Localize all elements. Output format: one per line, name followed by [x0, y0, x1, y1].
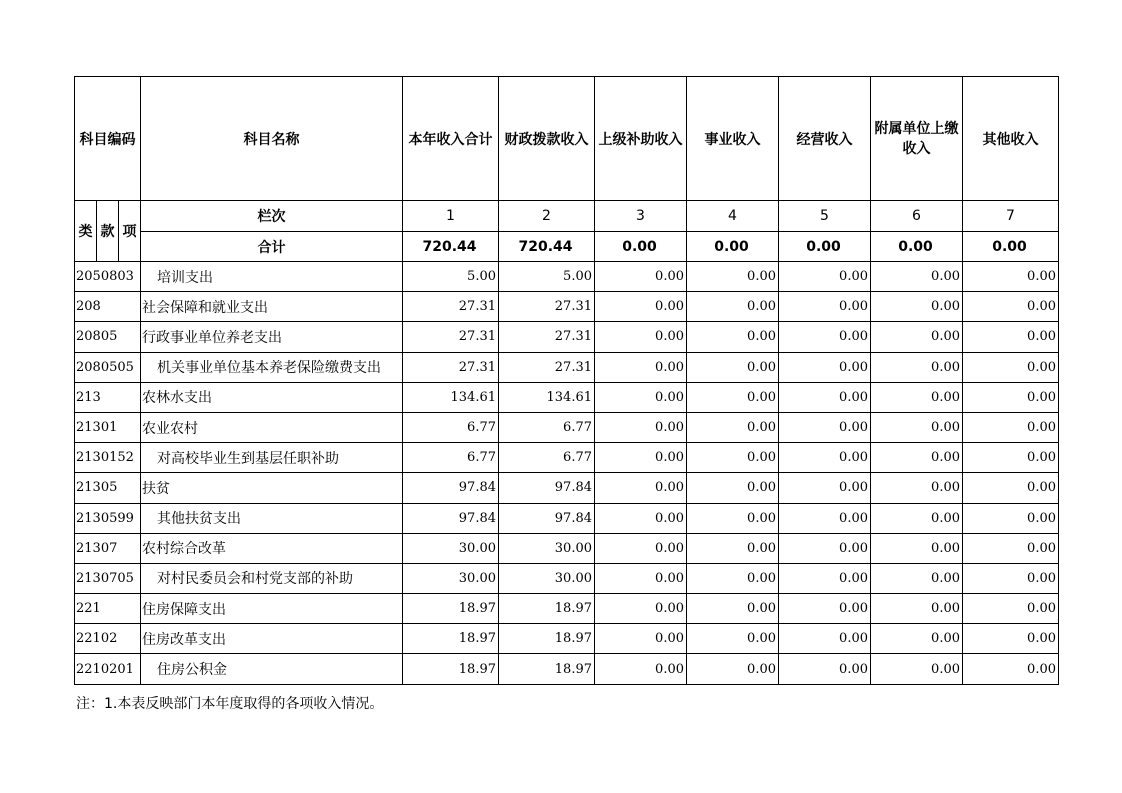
- row-name: 对村民委员会和村党支部的补助: [141, 563, 403, 593]
- row-value: 0.00: [963, 292, 1059, 322]
- table-row: [75, 624, 1059, 654]
- row-name: 住房改革支出: [141, 624, 403, 654]
- row-value: 0.00: [595, 443, 687, 473]
- row-value: 27.31: [403, 322, 499, 352]
- row-name: 培训支出: [141, 262, 403, 292]
- row-value: 30.00: [403, 563, 499, 593]
- header-superior: 上级补助收入: [595, 77, 687, 201]
- row-value: 18.97: [499, 624, 595, 654]
- table-row: [75, 262, 1059, 292]
- row-value: 0.00: [963, 382, 1059, 412]
- row-value: 0.00: [963, 322, 1059, 352]
- row-value: 0.00: [779, 503, 871, 533]
- row-value: 0.00: [963, 473, 1059, 503]
- row-value: 5.00: [499, 262, 595, 292]
- row-value: 134.61: [499, 382, 595, 412]
- row-value: 0.00: [963, 262, 1059, 292]
- header-code: 科目编码: [75, 77, 141, 201]
- row-value: 0.00: [687, 624, 779, 654]
- row-name: 对高校毕业生到基层任职补助: [141, 443, 403, 473]
- row-value: 0.00: [595, 352, 687, 382]
- table-row: [75, 382, 1059, 412]
- row-value: 0.00: [871, 292, 963, 322]
- header-name: 科目名称: [141, 77, 403, 201]
- table-row: [75, 443, 1059, 473]
- row-value: 0.00: [871, 563, 963, 593]
- row-name: 农村综合改革: [141, 533, 403, 563]
- col-num: 3: [595, 201, 687, 232]
- total-value: 720.44: [403, 232, 499, 262]
- row-value: 30.00: [499, 563, 595, 593]
- total-value: 0.00: [687, 232, 779, 262]
- header-total: 本年收入合计: [403, 77, 499, 201]
- row-value: 0.00: [963, 443, 1059, 473]
- col-num: 1: [403, 201, 499, 232]
- row-name: 农林水支出: [141, 382, 403, 412]
- row-value: 0.00: [779, 352, 871, 382]
- row-code: 2130152: [75, 443, 141, 473]
- row-value: 0.00: [595, 322, 687, 352]
- row-code: 2130705: [75, 563, 141, 593]
- row-value: 0.00: [963, 412, 1059, 442]
- row-code: 221: [75, 594, 141, 624]
- row-value: 6.77: [403, 412, 499, 442]
- table-row: [75, 654, 1059, 684]
- row-value: 0.00: [963, 563, 1059, 593]
- row-value: 0.00: [595, 292, 687, 322]
- col-num: 5: [779, 201, 871, 232]
- row-value: 0.00: [687, 443, 779, 473]
- total-value: 0.00: [963, 232, 1059, 262]
- row-value: 0.00: [687, 322, 779, 352]
- row-value: 0.00: [871, 654, 963, 684]
- row-value: 0.00: [779, 654, 871, 684]
- total-value: 720.44: [499, 232, 595, 262]
- row-name: 住房公积金: [141, 654, 403, 684]
- row-value: 30.00: [499, 533, 595, 563]
- row-value: 18.97: [403, 654, 499, 684]
- row-value: 0.00: [595, 594, 687, 624]
- row-value: 0.00: [871, 443, 963, 473]
- row-value: 0.00: [871, 594, 963, 624]
- row-value: 0.00: [779, 533, 871, 563]
- row-name: 扶贫: [141, 473, 403, 503]
- header-business: 事业收入: [687, 77, 779, 201]
- row-value: 0.00: [687, 533, 779, 563]
- row-value: 0.00: [963, 533, 1059, 563]
- row-value: 0.00: [779, 382, 871, 412]
- col-num: 6: [871, 201, 963, 232]
- row-value: 27.31: [403, 292, 499, 322]
- row-code: 208: [75, 292, 141, 322]
- row-value: 0.00: [595, 654, 687, 684]
- row-value: 0.00: [687, 563, 779, 593]
- row-value: 27.31: [403, 352, 499, 382]
- row-value: 18.97: [499, 654, 595, 684]
- header-other: 其他收入: [963, 77, 1059, 201]
- row-value: 5.00: [403, 262, 499, 292]
- row-value: 0.00: [595, 503, 687, 533]
- row-value: 0.00: [687, 594, 779, 624]
- row-value: 0.00: [687, 473, 779, 503]
- row-value: 0.00: [779, 412, 871, 442]
- row-value: 97.84: [403, 473, 499, 503]
- footnote: 注：1.本表反映部门本年度取得的各项收入情况。: [76, 696, 384, 712]
- header-operating: 经营收入: [779, 77, 871, 201]
- row-value: 0.00: [779, 563, 871, 593]
- row-value: 0.00: [687, 412, 779, 442]
- row-value: 0.00: [595, 563, 687, 593]
- header-lei: 类: [75, 201, 97, 262]
- row-value: 0.00: [871, 322, 963, 352]
- header-fiscal: 财政拨款收入: [499, 77, 595, 201]
- row-value: 0.00: [871, 412, 963, 442]
- col-num: 2: [499, 201, 595, 232]
- row-value: 0.00: [963, 594, 1059, 624]
- row-value: 134.61: [403, 382, 499, 412]
- row-code: 2080505: [75, 352, 141, 382]
- row-value: 97.84: [499, 473, 595, 503]
- row-value: 0.00: [871, 503, 963, 533]
- row-value: 0.00: [871, 473, 963, 503]
- row-value: 0.00: [687, 292, 779, 322]
- row-code: 21307: [75, 533, 141, 563]
- total-value: 0.00: [871, 232, 963, 262]
- row-name: 机关事业单位基本养老保险缴费支出: [141, 352, 403, 382]
- table-row: [75, 503, 1059, 533]
- row-code: 21305: [75, 473, 141, 503]
- row-code: 213: [75, 382, 141, 412]
- row-value: 0.00: [779, 594, 871, 624]
- row-value: 0.00: [963, 503, 1059, 533]
- row-value: 30.00: [403, 533, 499, 563]
- row-value: 0.00: [871, 352, 963, 382]
- row-value: 6.77: [403, 443, 499, 473]
- row-code: 21301: [75, 412, 141, 442]
- row-code: 2210201: [75, 654, 141, 684]
- row-value: 0.00: [595, 473, 687, 503]
- total-value: 0.00: [779, 232, 871, 262]
- row-value: 0.00: [779, 262, 871, 292]
- table-row: [75, 473, 1059, 503]
- row-value: 0.00: [871, 624, 963, 654]
- row-code: 2050803: [75, 262, 141, 292]
- row-value: 0.00: [963, 624, 1059, 654]
- row-code: 20805: [75, 322, 141, 352]
- row-value: 0.00: [595, 624, 687, 654]
- data-rows: [75, 262, 1059, 685]
- row-value: 18.97: [403, 624, 499, 654]
- table-row: [75, 533, 1059, 563]
- row-value: 0.00: [687, 503, 779, 533]
- row-value: 0.00: [779, 322, 871, 352]
- table-row: [75, 412, 1059, 442]
- table-row: [75, 594, 1059, 624]
- row-value: 0.00: [595, 412, 687, 442]
- row-name: 农业农村: [141, 412, 403, 442]
- row-value: 0.00: [871, 262, 963, 292]
- row-name: 住房保障支出: [141, 594, 403, 624]
- header-affiliated: 附属单位上缴收入: [871, 77, 963, 201]
- row-value: 97.84: [403, 503, 499, 533]
- row-code: 2130599: [75, 503, 141, 533]
- row-value: 0.00: [595, 382, 687, 412]
- header-kuan: 款: [97, 201, 119, 262]
- table-row: [75, 563, 1059, 593]
- row-value: 0.00: [871, 533, 963, 563]
- row-value: 97.84: [499, 503, 595, 533]
- row-value: 0.00: [779, 473, 871, 503]
- row-value: 0.00: [963, 352, 1059, 382]
- row-value: 0.00: [779, 624, 871, 654]
- row-code: 22102: [75, 624, 141, 654]
- row-name: 行政事业单位养老支出: [141, 322, 403, 352]
- col-num: 7: [963, 201, 1059, 232]
- header-xiang: 项: [119, 201, 141, 262]
- table-row: [75, 292, 1059, 322]
- total-label: 合计: [141, 232, 403, 262]
- header-lanci: 栏次: [141, 201, 403, 232]
- row-value: 0.00: [687, 382, 779, 412]
- income-table: [74, 76, 1059, 685]
- row-value: 0.00: [595, 262, 687, 292]
- row-value: 0.00: [779, 292, 871, 322]
- row-value: 0.00: [595, 533, 687, 563]
- row-value: 0.00: [687, 262, 779, 292]
- row-value: 6.77: [499, 443, 595, 473]
- table-row: [75, 322, 1059, 352]
- row-value: 0.00: [687, 352, 779, 382]
- table-row: [75, 352, 1059, 382]
- row-value: 0.00: [963, 654, 1059, 684]
- row-name: 社会保障和就业支出: [141, 292, 403, 322]
- row-value: 18.97: [499, 594, 595, 624]
- total-value: 0.00: [595, 232, 687, 262]
- col-num: 4: [687, 201, 779, 232]
- row-value: 0.00: [687, 654, 779, 684]
- row-name: 其他扶贫支出: [141, 503, 403, 533]
- row-value: 27.31: [499, 292, 595, 322]
- row-value: 27.31: [499, 352, 595, 382]
- row-value: 27.31: [499, 322, 595, 352]
- row-value: 6.77: [499, 412, 595, 442]
- row-value: 18.97: [403, 594, 499, 624]
- row-value: 0.00: [779, 443, 871, 473]
- row-value: 0.00: [871, 382, 963, 412]
